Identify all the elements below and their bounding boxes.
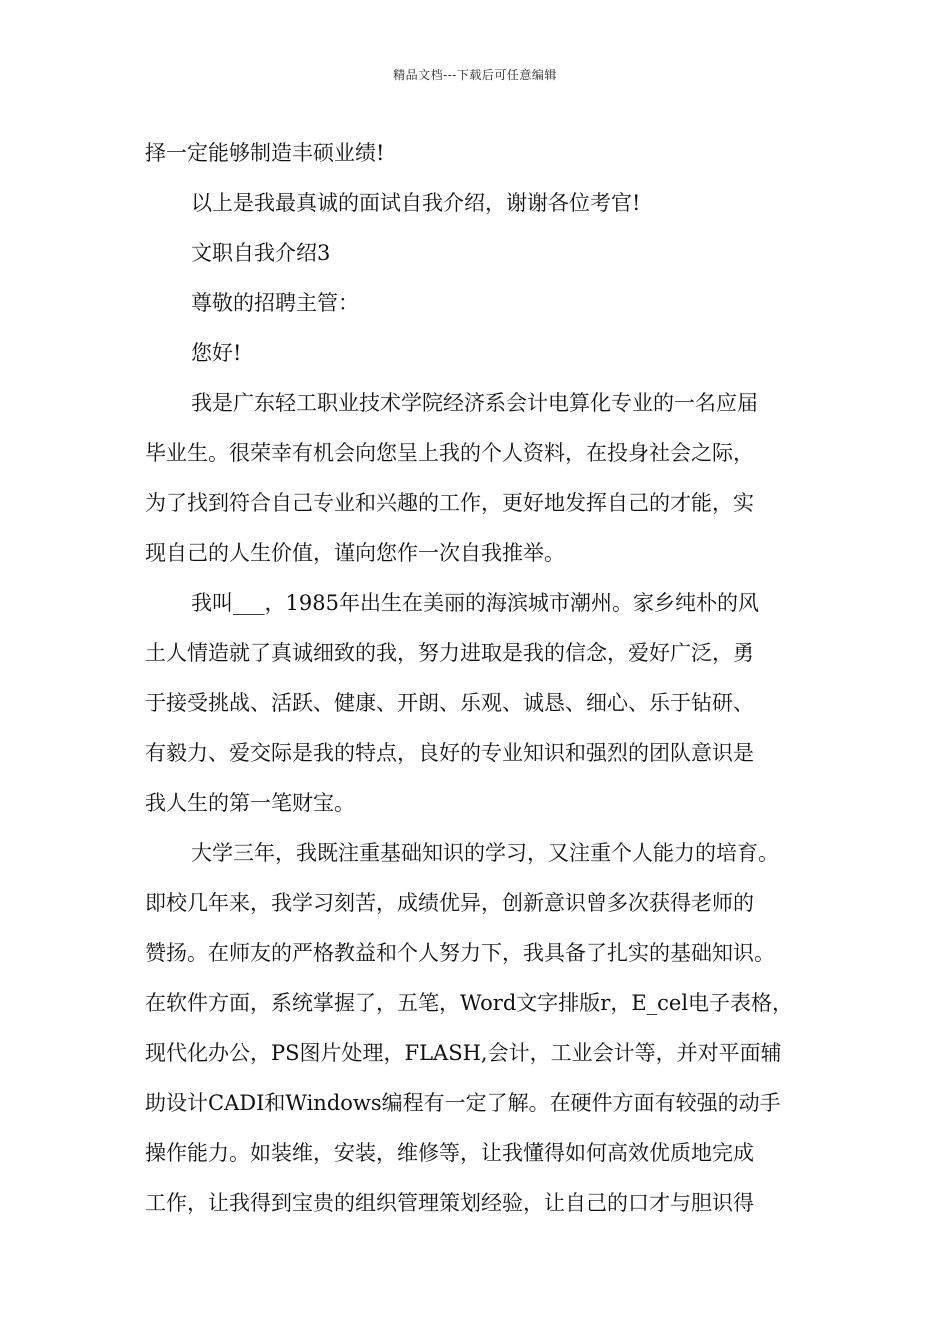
text-line: 助设计CADI和Windows编程有一定了解。在硬件方面有较强的动手 (145, 1091, 781, 1115)
document-body (145, 128, 829, 1228)
text-line: 我人生的第一笔财宝。 (145, 791, 355, 815)
text-line: 操作能力。如装维，安装，维修等，让我懂得如何高效优质地完成 (145, 1141, 754, 1165)
text-line: 土人情造就了真诚细致的我，努力进取是我的信念，爱好广泛，勇 (145, 641, 754, 665)
text-line: 我叫___，1985年出生在美丽的海滨城市潮州。家乡纯朴的风 (191, 591, 759, 615)
text-line: 现自己的人生价值，谨向您作一次自我推举。 (145, 541, 565, 565)
section-heading: 文职自我介绍3 (191, 241, 331, 265)
text-line: 大学三年，我既注重基础知识的学习，又注重个人能力的培育。 (191, 841, 779, 865)
text-line: 毕业生。很荣幸有机会向您呈上我的个人资料，在投身社会之际， (145, 441, 754, 465)
text-line: 择一定能够制造丰硕业绩! (145, 141, 385, 165)
text-line: 有毅力、爱交际是我的特点，良好的专业知识和强烈的团队意识是 (145, 741, 754, 765)
text-line: 赞扬。在师友的严格教益和个人努力下，我具备了扎实的基础知识。 (145, 941, 775, 965)
page-header: 精品文档---下载后可任意编辑 (393, 68, 557, 82)
text-line: 现代化办公，PS图片处理，FLASH,会计，工业会计等，并对平面辅 (145, 1041, 782, 1065)
text-line: 工作，让我得到宝贵的组织管理策划经验，让自己的口才与胆识得 (145, 1191, 754, 1215)
text-line: 在软件方面，系统掌握了，五笔，Word文字排版r，E_cel电子表格， (145, 991, 794, 1015)
text-line: 于接受挑战、活跃、健康、开朗、乐观、诚恳、细心、乐于钻研、 (145, 691, 754, 715)
greeting: 您好! (191, 341, 242, 365)
text-line: 我是广东轻工职业技术学院经济系会计电算化专业的一名应届 (191, 391, 758, 415)
text-line: 以上是我最真诚的面试自我介绍，谢谢各位考官! (191, 191, 641, 215)
salutation: 尊敬的招聘主管： (191, 291, 359, 315)
text-line: 为了找到符合自己专业和兴趣的工作，更好地发挥自己的才能，实 (145, 491, 754, 515)
text-line: 即校几年来，我学习刻苦，成绩优异，创新意识曾多次获得老师的 (145, 891, 754, 915)
